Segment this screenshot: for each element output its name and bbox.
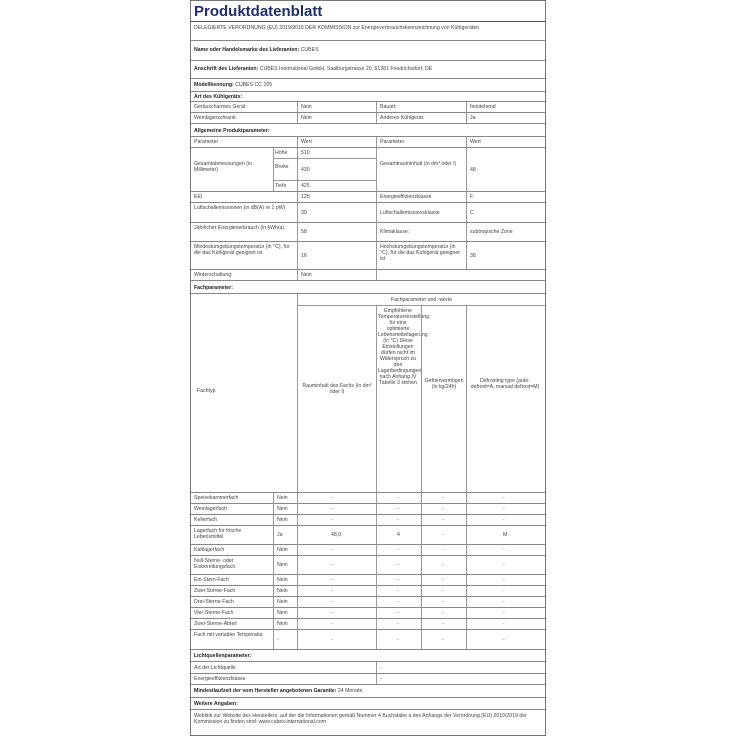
compartment-defrost: - xyxy=(503,599,505,605)
compartment-freeze: - xyxy=(442,547,444,553)
model-value: CUBES CC 105 xyxy=(235,82,273,88)
supplier-name-value: CUBES xyxy=(300,47,319,53)
compartment-temp: 4 xyxy=(397,532,400,538)
compartment-present: Nein xyxy=(277,547,288,553)
page-title: Produktdatenblatt xyxy=(194,3,323,20)
compartment-temp: - xyxy=(397,610,399,616)
appliance-type-heading-row xyxy=(191,91,545,101)
compartment-defrost: - xyxy=(503,637,505,643)
compartment-name: Zwei-Sterne-Abteil xyxy=(194,621,237,627)
compartment-temp: - xyxy=(397,495,399,501)
light-row: Art der Lichtquelle - xyxy=(191,661,545,673)
compartment-name: Weinlagerfach xyxy=(194,506,228,512)
light-heading: Lichtquellenparameter: xyxy=(194,653,252,659)
warranty-label: Mindestlaufzeit der vom Hersteller angebotenen Garantie: xyxy=(194,688,337,694)
warranty-value: 24 Monate xyxy=(337,688,363,694)
compartment-temp: - xyxy=(397,599,399,605)
compartment-defrost: - xyxy=(503,547,505,553)
compartment-name: Drei-Sterne-Fach xyxy=(194,599,234,605)
light-heading-row xyxy=(191,649,545,661)
compartment-name: Null-Sterne- oder Eisbereitungsfach xyxy=(194,558,236,570)
compartment-temp: - xyxy=(397,577,399,583)
compartment-defrost: - xyxy=(503,621,505,627)
compartment-defrost: - xyxy=(503,517,505,523)
light-row: Energieeffizienzklasse - xyxy=(191,673,545,684)
compartment-volume: - xyxy=(331,599,333,605)
general-row: EEI 125 Energieeffizienzklasse F xyxy=(191,191,545,202)
compartment-freeze: - xyxy=(442,562,444,568)
compartment-present: Nein xyxy=(277,517,288,523)
col-volume: Rauminhalt des Fachs (in dm³ oder l) xyxy=(302,383,372,395)
compartment-volume: - xyxy=(331,506,333,512)
compartment-temp: - xyxy=(397,506,399,512)
compartment-header xyxy=(191,293,545,492)
compartment-temp: - xyxy=(397,562,399,568)
compartment-freeze: - xyxy=(442,506,444,512)
compartment-name: Fach mit variabler Temperatur xyxy=(194,632,263,638)
general-heading-row xyxy=(191,123,545,136)
winter-row: Winterschaltung Nein xyxy=(191,269,545,280)
compartment-row xyxy=(191,585,545,596)
appliance-type-row: Geräuscharmes Gerät: Nein Bauart: freistehend xyxy=(191,101,545,112)
compartment-volume: - xyxy=(331,637,333,643)
compartment-temp: - xyxy=(397,517,399,523)
compartment-present: Nein xyxy=(277,599,288,605)
general-row: Mindestumgebungstemperatur (in °C), für die das Kühlgerät geeignet ist 16 Höchstumgebungstemperatur (in °C), für die das Kühlgerät geeignet ist 38 xyxy=(191,241,545,269)
col-temp: Empfohlene Temperatureinstellung für eine optimierte Lebensmittellagerung (in °C) Diese Einstellungen dürfen nicht im Widerspruch zu den Lagerbedingungen nach Anhang IV Tabelle 3 stehen xyxy=(378,308,430,386)
compartment-row xyxy=(191,607,545,618)
compartment-volume: - xyxy=(331,547,333,553)
compartment-row xyxy=(191,629,545,649)
compartment-present: Nein xyxy=(277,621,288,627)
compartment-freeze: - xyxy=(442,532,444,538)
compartment-freeze: - xyxy=(442,588,444,594)
general-row: Luftschallemissionen (in dB(A) re 1 pW) 39 Luftschallemissionsklasse C xyxy=(191,202,545,222)
compartment-defrost: - xyxy=(503,610,505,616)
general-heading: Allgemeine Produktparameter: xyxy=(194,128,270,134)
compartment-present: Nein xyxy=(277,562,288,568)
compartment-volume: - xyxy=(331,517,333,523)
compartment-freeze: - xyxy=(442,517,444,523)
compartment-temp: - xyxy=(397,547,399,553)
model-row xyxy=(191,78,545,91)
compartment-temp: - xyxy=(397,637,399,643)
compartment-present: Nein xyxy=(277,610,288,616)
supplier-address-value: CUBES International GmbH, Saalburgstrasse 20, 61381 Friedrichsdorf, DE xyxy=(259,66,433,72)
model-label: Modellkennung: xyxy=(194,82,234,88)
compartment-volume: - xyxy=(331,588,333,594)
warranty-row xyxy=(191,684,545,697)
compartment-present: Ja xyxy=(277,532,283,538)
col-defrost: Defrosting type (auto-defrost=A, manual defrost=M) xyxy=(470,378,540,390)
general-header-row: Parameter Wert Parameter Wert xyxy=(191,136,545,147)
compartment-freeze: - xyxy=(442,610,444,616)
compartment-present: - xyxy=(277,637,279,643)
compartment-temp: - xyxy=(397,621,399,627)
compartment-row xyxy=(191,574,545,585)
compartment-freeze: - xyxy=(442,495,444,501)
appliance-type-row: Weinlagerschrank: Nein Anderes Kühlgerät: Ja xyxy=(191,112,545,123)
compartment-present: Nein xyxy=(277,506,288,512)
compartment-row xyxy=(191,514,545,525)
supplier-address-row xyxy=(191,60,545,78)
compartment-present: Nein xyxy=(277,577,288,583)
compartment-volume: - xyxy=(331,621,333,627)
compartment-row xyxy=(191,503,545,514)
compartment-name: Speisekammerfach xyxy=(194,495,239,501)
compartment-volume: - xyxy=(331,577,333,583)
compartment-temp: - xyxy=(397,588,399,594)
group-header: Fachparameter und -werte xyxy=(391,297,453,303)
regulation-row xyxy=(191,21,545,40)
further-heading: Weitere Angaben: xyxy=(194,701,238,707)
compartment-heading-row xyxy=(191,280,545,293)
dimensions-label: Gesamtabmessungen (in Millimeter) xyxy=(194,161,252,173)
regulation-text: DELEGIERTE VERORDNUNG (EU) 2019/2016 DER KOMMISSION zur Energieverbrauchskennzeichnung von Kühlgeräten xyxy=(194,25,480,31)
compartment-defrost: - xyxy=(503,506,505,512)
compartment-freeze: - xyxy=(442,577,444,583)
compartment-volume: - xyxy=(331,610,333,616)
col-type: Fachtyp xyxy=(197,388,216,394)
compartment-present: Nein xyxy=(277,588,288,594)
compartment-freeze: - xyxy=(442,637,444,643)
dimensions-row: Gesamtabmessungen (in Millimeter) Höhe Breite Tiefe 510 430 425 Gesamtrauminhalt (in dm³ oder l) 48 xyxy=(191,147,545,191)
compartment-heading: Fachparameter: xyxy=(194,285,233,291)
compartment-volume: - xyxy=(331,495,333,501)
compartment-volume: 48,0 xyxy=(331,532,342,538)
compartment-defrost: - xyxy=(503,577,505,583)
compartment-row xyxy=(191,618,545,629)
compartment-name: Kellerfach xyxy=(194,517,218,523)
compartment-defrost: - xyxy=(503,588,505,594)
compartment-volume: - xyxy=(331,562,333,568)
further-row xyxy=(191,709,545,735)
compartment-freeze: - xyxy=(442,599,444,605)
compartment-row xyxy=(191,544,545,555)
compartment-name: Zwei-Sterne-Fach xyxy=(194,588,236,594)
compartment-defrost: - xyxy=(503,495,505,501)
further-heading-row xyxy=(191,697,545,709)
compartment-row xyxy=(191,596,545,607)
compartment-row xyxy=(191,525,545,544)
compartment-name: Vier-Sterne-Fach xyxy=(194,610,234,616)
compartment-name: Lagerfach für frische Lebensmittel xyxy=(194,528,242,540)
compartment-row xyxy=(191,555,545,574)
appliance-type-heading: Art des Kühlgeräts: xyxy=(194,94,243,100)
compartment-name: Kaltlagerfach xyxy=(194,547,225,553)
compartment-freeze: - xyxy=(442,621,444,627)
general-row: Jährlicher Energieverbrauch (in kWh/a) 58 Klimaklasse: subtropische Zone xyxy=(191,222,545,241)
compartment-defrost: - xyxy=(503,562,505,568)
compartment-defrost: M xyxy=(503,532,508,538)
supplier-address-label: Anschrift des Lieferanten: xyxy=(194,66,259,72)
supplier-name-row xyxy=(191,40,545,60)
further-text: Weblink zur Website des Herstellers, auf der die Informationen gemäß Nummer 4 Buchstabe a des Anhangs der Verordnung (EU) 2019/2019 der Kommission zu finden sind: www.cubes-international.com xyxy=(194,713,527,725)
col-freeze: Gefriervermögen (in kg/24h) xyxy=(424,378,464,390)
compartment-row xyxy=(191,492,545,503)
compartment-name: Ein-Stern-Fach xyxy=(194,577,229,583)
supplier-name-label: Name oder Handelsmarke des Lieferanten: xyxy=(194,47,300,53)
compartment-present: Nein xyxy=(277,495,288,501)
